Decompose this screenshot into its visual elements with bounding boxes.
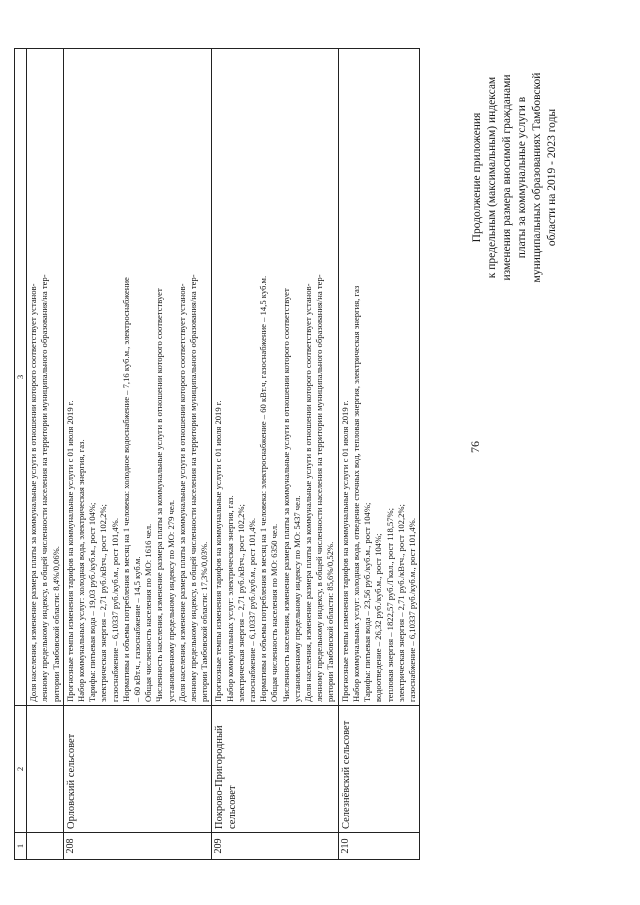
text-line: газоснабжение – 6,10337 руб./куб.м., рост 101,4%.	[247, 518, 258, 702]
header-cell: 1	[15, 833, 27, 860]
header-cell: 2	[15, 706, 27, 833]
text-line: электрическая энергия – 2,71 руб./кВтч., рост 102,2%;	[98, 504, 109, 702]
text-line: ритории Тамбовской области: 85,6%/0,52%.	[325, 541, 336, 702]
text-line: тепловая энергия – 1822,57 руб./Гкал., рост 118,57%;	[384, 507, 395, 702]
text-line: Нормативы и объемы потребления в месяц на 1 человека: холодное водоснабжение – 7,16 куб.м., электроснабжение	[120, 277, 131, 702]
heading-line: платы за коммунальные услуги в	[516, 96, 528, 259]
row-details	[338, 49, 419, 706]
row-number: 208	[63, 833, 212, 860]
text-line: электрическая энергия – 2,71 руб./кВтч., рост 102,2%;	[235, 504, 246, 702]
text-line: Набор коммунальных услуг: холодная вода, электрическая энергия, газ.	[76, 439, 87, 702]
text-line: Численность населения, изменение размера платы за коммунальные услуги в отношении которого соответствует	[280, 288, 291, 702]
text-line: водоотведение – 26,32 руб./куб.м., рост 104%;	[373, 533, 384, 702]
text-line: Численность населения, изменение размера платы за коммунальные услуги в отношении которого соответствует	[154, 288, 165, 702]
heading-line: муниципальных образованиях Тамбовской	[531, 72, 543, 283]
text-line: Прогнозные темпы изменения тарифов на коммунальные услуги с 01 июля 2019 г.	[64, 400, 75, 702]
text-line: установленному предельному индексу по МО: 279 чел.	[165, 499, 176, 702]
appendix-heading	[470, 50, 560, 305]
text-line: Тарифы: питьевая вода – 19,03 руб./куб.м., рост 104%;	[87, 502, 98, 702]
table-row	[338, 49, 419, 860]
text-line: ленному предельному индексу, в общей численности населения на территории муниципального образования/на тер-	[314, 274, 325, 702]
text-line: Нормативы и объемы потребления в месяц на 1 человека: электроснабжение – 60 кВт.ч, газоснабжение – 14,5 куб.м.	[258, 275, 269, 702]
heading-line: области на 2019 - 2023 годы	[546, 108, 558, 247]
table-row	[27, 49, 64, 860]
text-line: газоснабжение – 6,10337 руб./куб.м., рост 101,4%.	[109, 518, 120, 702]
table-header-row	[15, 49, 27, 860]
continuation-cell	[27, 49, 64, 706]
heading-line: изменения размера вносимой гражданами	[501, 74, 513, 281]
text-line: – 60 кВт.ч., газоснабжение – 14,5 куб.м.	[132, 556, 143, 702]
text-line: Доля населения, изменение размера платы за коммунальные услуги в отношении которого соответствует установ-	[28, 283, 39, 702]
text-line: Доля населения, изменение размера платы за коммунальные услуги в отношении которого соответствует установ-	[303, 283, 314, 702]
table-row	[212, 49, 338, 860]
row-number: 210	[338, 833, 419, 860]
indices-table	[14, 48, 420, 860]
municipality-name: Покрово-Пригородный сельсовет	[212, 706, 338, 833]
text-line: ритории Тамбовской области: 8,4%/0,06%.	[50, 546, 61, 702]
text-line: Тарифы: питьевая вода – 23,56 руб./куб.м., рост 104%;	[362, 502, 373, 702]
text-line: газоснабжение – 6,10337 руб./куб.м., рост 101,4%.	[406, 518, 417, 702]
heading-line: Продолжение приложения	[471, 112, 483, 243]
text-line: Прогнозные темпы изменения тарифов на коммунальные услуги с 01 июля 2019 г.	[339, 400, 350, 702]
municipality-name: Орловский сельсовет	[63, 706, 212, 833]
row-details	[63, 49, 212, 706]
text-line: Набор коммунальных услуг: электрическая энергия, газ.	[224, 495, 235, 702]
heading-line: к предельным (максимальным) индексам	[486, 76, 498, 279]
text-line: Набор коммунальных услуг: холодная вода, отведение сточных вод, тепловая энергия, электрическая энергия, газ	[350, 285, 361, 702]
text-line: ленному предельному индексу, в общей численности населения на территории муниципального образования/на тер-	[188, 274, 199, 702]
text-line: Общая численность населения по МО: 6350 чел.	[269, 523, 280, 702]
row-details	[212, 49, 338, 706]
text-line: электрическая энергия – 2,71 руб./кВтч., рост 102,2%;	[395, 504, 406, 702]
header-cell: 3	[15, 49, 27, 706]
text-line: Прогнозные темпы изменения тарифов на коммунальные услуги с 01 июля 2019 г.	[213, 400, 224, 702]
row-number: 209	[212, 833, 338, 860]
text-line: ленному предельному индексу, в общей численности населения на территории муниципального образования/на тер-	[39, 274, 50, 702]
text-line: Общая численность населения по МО: 1616 чел.	[143, 523, 154, 702]
table-row	[63, 49, 212, 860]
text-line: Доля населения, изменение размера платы за коммунальные услуги в отношении которого соответствует установ-	[176, 283, 187, 702]
text-line: установленному предельному индексу по МО: 5437 чел.	[291, 495, 302, 702]
page-number: 76	[468, 441, 482, 453]
municipality-name: Селезнёвский сельсовет	[338, 706, 419, 833]
text-line: ритории Тамбовской области: 17,3%/0,03%.	[199, 541, 210, 702]
